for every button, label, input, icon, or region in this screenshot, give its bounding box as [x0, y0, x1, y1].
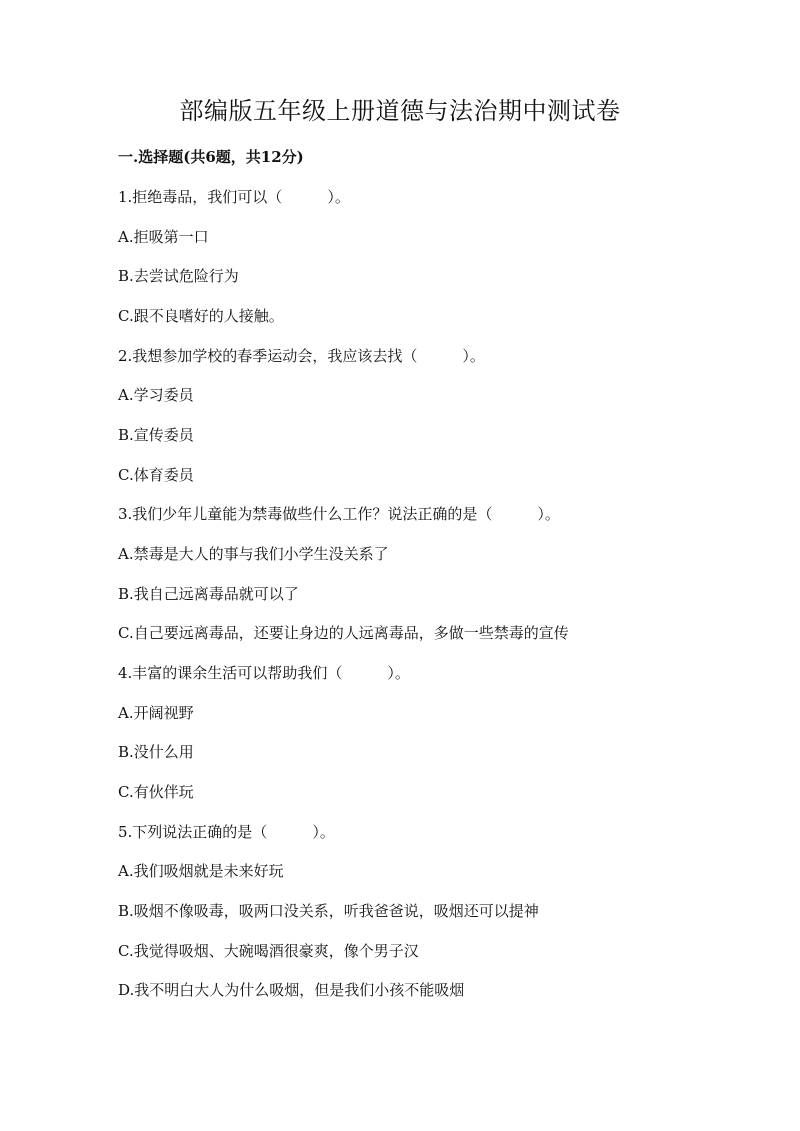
question-5-option-b: B.吸烟不像吸毒，吸两口没关系，听我爸爸说，吸烟还可以提神: [118, 902, 539, 920]
page-title: 部编版五年级上册道德与法治期中测试卷: [179, 97, 621, 125]
question-3-option-a: A.禁毒是大人的事与我们小学生没关系了: [118, 545, 389, 563]
question-4-option-c: C.有伙伴玩: [118, 783, 194, 801]
question-4-option-b: B.没什么用: [118, 743, 194, 761]
question-2-option-c: C.体育委员: [118, 466, 194, 484]
question-1-option-b: B.去尝试危险行为: [118, 267, 239, 285]
question-5-stem: 5.下列说法正确的是（ ）。: [118, 823, 335, 841]
question-5-option-c: C.我觉得吸烟、大碗喝酒很豪爽，像个男子汉: [118, 942, 419, 960]
question-2-stem: 2.我想参加学校的春季运动会，我应该去找（ ）。: [118, 347, 485, 365]
question-5-option-d: D.我不明白大人为什么吸烟，但是我们小孩不能吸烟: [118, 981, 465, 999]
question-2-option-b: B.宣传委员: [118, 426, 194, 444]
question-3-option-c: C.自己要远离毒品，还要让身边的人远离毒品，多做一些禁毒的宣传: [118, 624, 569, 642]
question-4-option-a: A.开阔视野: [118, 704, 194, 722]
question-4-stem: 4.丰富的课余生活可以帮助我们（ ）。: [118, 664, 410, 682]
question-5-option-a: A.我们吸烟就是未来好玩: [118, 862, 284, 880]
question-1-option-a: A.拒吸第一口: [118, 228, 209, 246]
question-3-option-b: B.我自己远离毒品就可以了: [118, 585, 299, 603]
question-1-option-c: C.跟不良嗜好的人接触。: [118, 307, 284, 325]
section-header: 一.选择题(共6题，共12分): [118, 148, 304, 166]
question-2-option-a: A.学习委员: [118, 386, 194, 404]
question-1-stem: 1.拒绝毒品，我们可以（ ）。: [118, 188, 350, 206]
question-3-stem: 3.我们少年儿童能为禁毒做些什么工作？说法正确的是（ ）。: [118, 505, 560, 523]
